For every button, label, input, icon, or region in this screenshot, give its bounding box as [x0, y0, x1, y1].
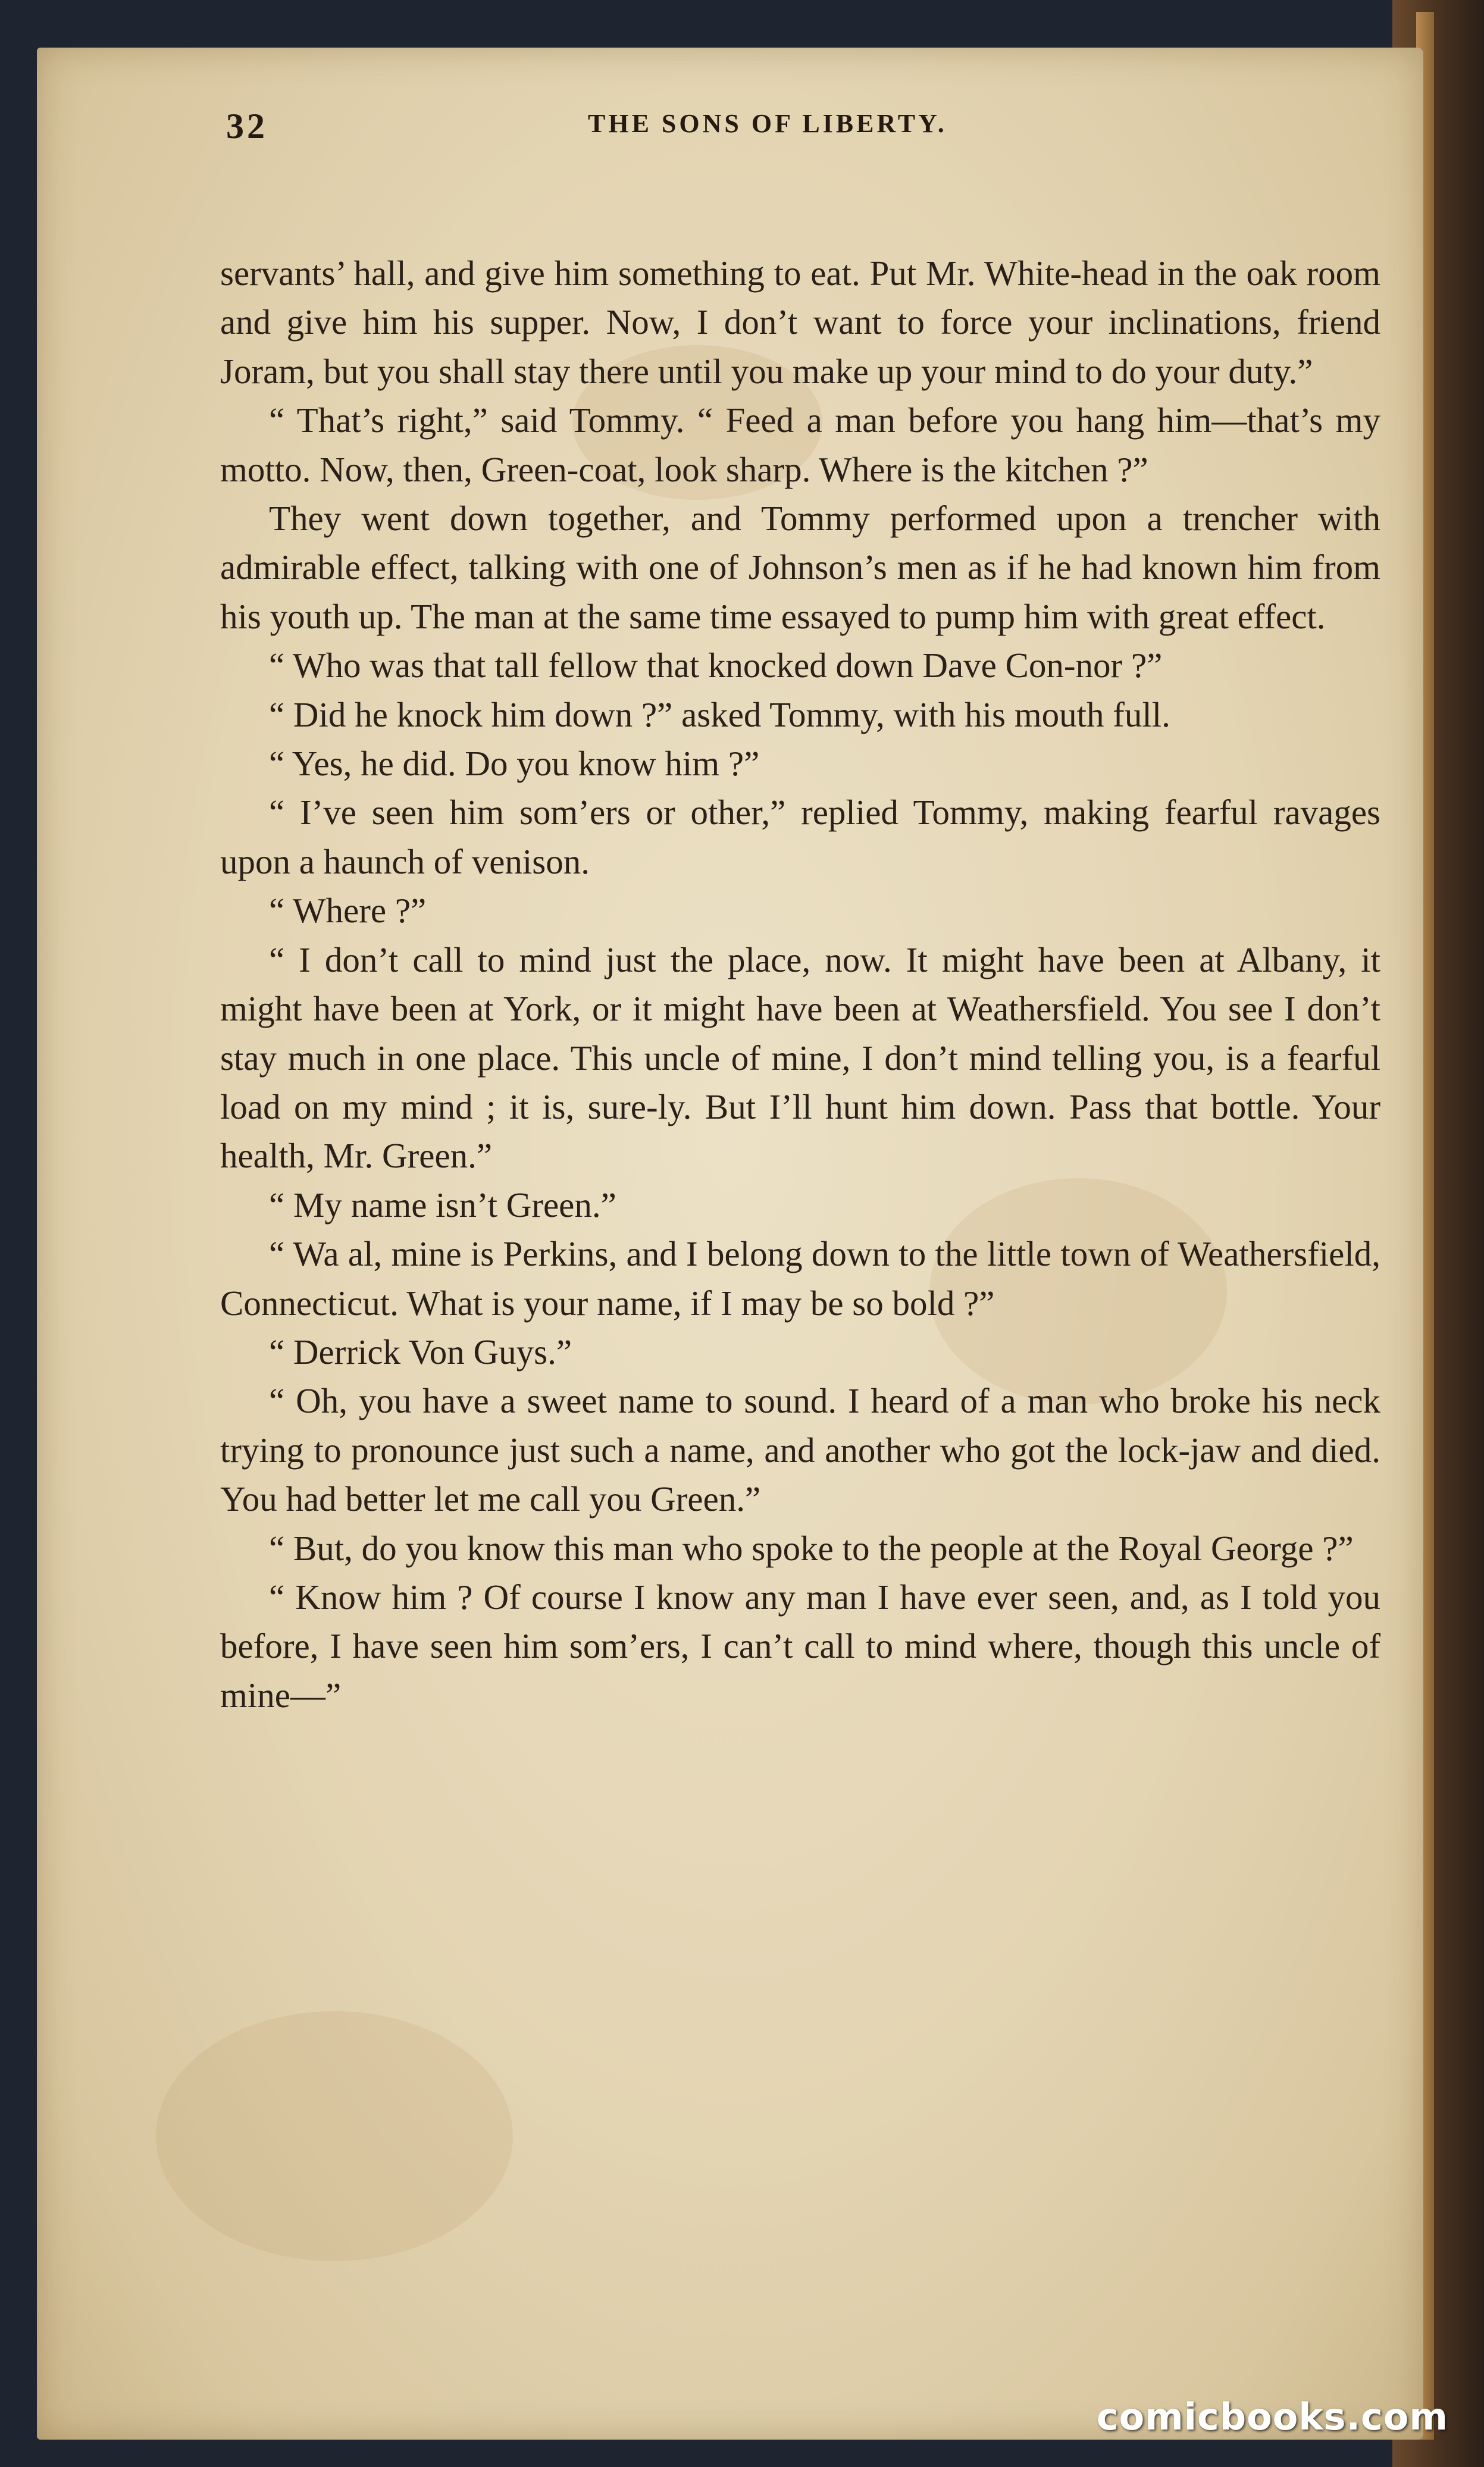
page-number: 32	[226, 107, 268, 146]
paragraph: “ That’s right,” said Tommy. “ Feed a man before you hang him—that’s my motto. Now, then, Green-coat, look sharp. Where is the kitchen ?”	[220, 400, 1380, 489]
paragraph: “ Did he knock him down ?” asked Tommy, with his mouth full.	[269, 694, 1170, 734]
paragraph: “ Yes, he did. Do you know him ?”	[269, 744, 760, 784]
paragraph: “ Who was that tall fellow that knocked down Dave Con-nor ?”	[269, 646, 1163, 685]
paragraph: They went down together, and Tommy performed upon a trencher with admirable effect, talking with one of Johnson’s men as if he had known him from his youth up. The man at the same time essayed to pump him with great effect.	[220, 499, 1380, 636]
paragraph: “ Derrick Von Guys.”	[269, 1332, 572, 1372]
running-head	[226, 106, 1484, 147]
paragraph: servants’ hall, and give him something to eat. Put Mr. White-head in the oak room and give him his supper. Now, I don’t want to force your inclinations, friend Joram, but you shall stay there until you make up your mind to do your duty.”	[220, 253, 1380, 391]
paragraph: “ I don’t call to mind just the place, now. It might have been at Albany, it might have been at York, or it might have been at Weathersfield. You see I don’t stay much in one place. This uncle of mine, I don’t mind telling you, is a fearful load on my mind ; it is, sure-ly. But I’ll hunt him down. Pass that bottle. Your health, Mr. Green.”	[220, 940, 1380, 1176]
paragraph: “ But, do you know this man who spoke to the people at the Royal George ?”	[269, 1528, 1354, 1568]
running-title: THE SONS OF LIBERTY.	[588, 109, 947, 138]
body-text	[220, 249, 1380, 1720]
paragraph: “ Where ?”	[269, 891, 427, 931]
paragraph: “ My name isn’t Green.”	[269, 1185, 616, 1225]
paragraph: “ Wa al, mine is Perkins, and I belong down to the little town of Weathersfield, Connecticut. What is your name, if I may be so bold ?”	[220, 1234, 1380, 1323]
site-watermark: comicbooks.com	[1096, 2395, 1448, 2438]
paragraph: “ I’ve seen him som’ers or other,” replied Tommy, making fearful ravages upon a haunch of venison.	[220, 793, 1380, 881]
paragraph: “ Know him ? Of course I know any man I have ever seen, and, as I told you before, I have seen him som’ers, I can’t call to mind where, though this uncle of mine—”	[220, 1577, 1380, 1715]
paper-stain	[156, 2011, 513, 2261]
paragraph: “ Oh, you have a sweet name to sound. I heard of a man who broke his neck trying to pronounce just such a name, and another who got the lock-jaw and died. You had better let me call you Green.”	[220, 1381, 1380, 1519]
